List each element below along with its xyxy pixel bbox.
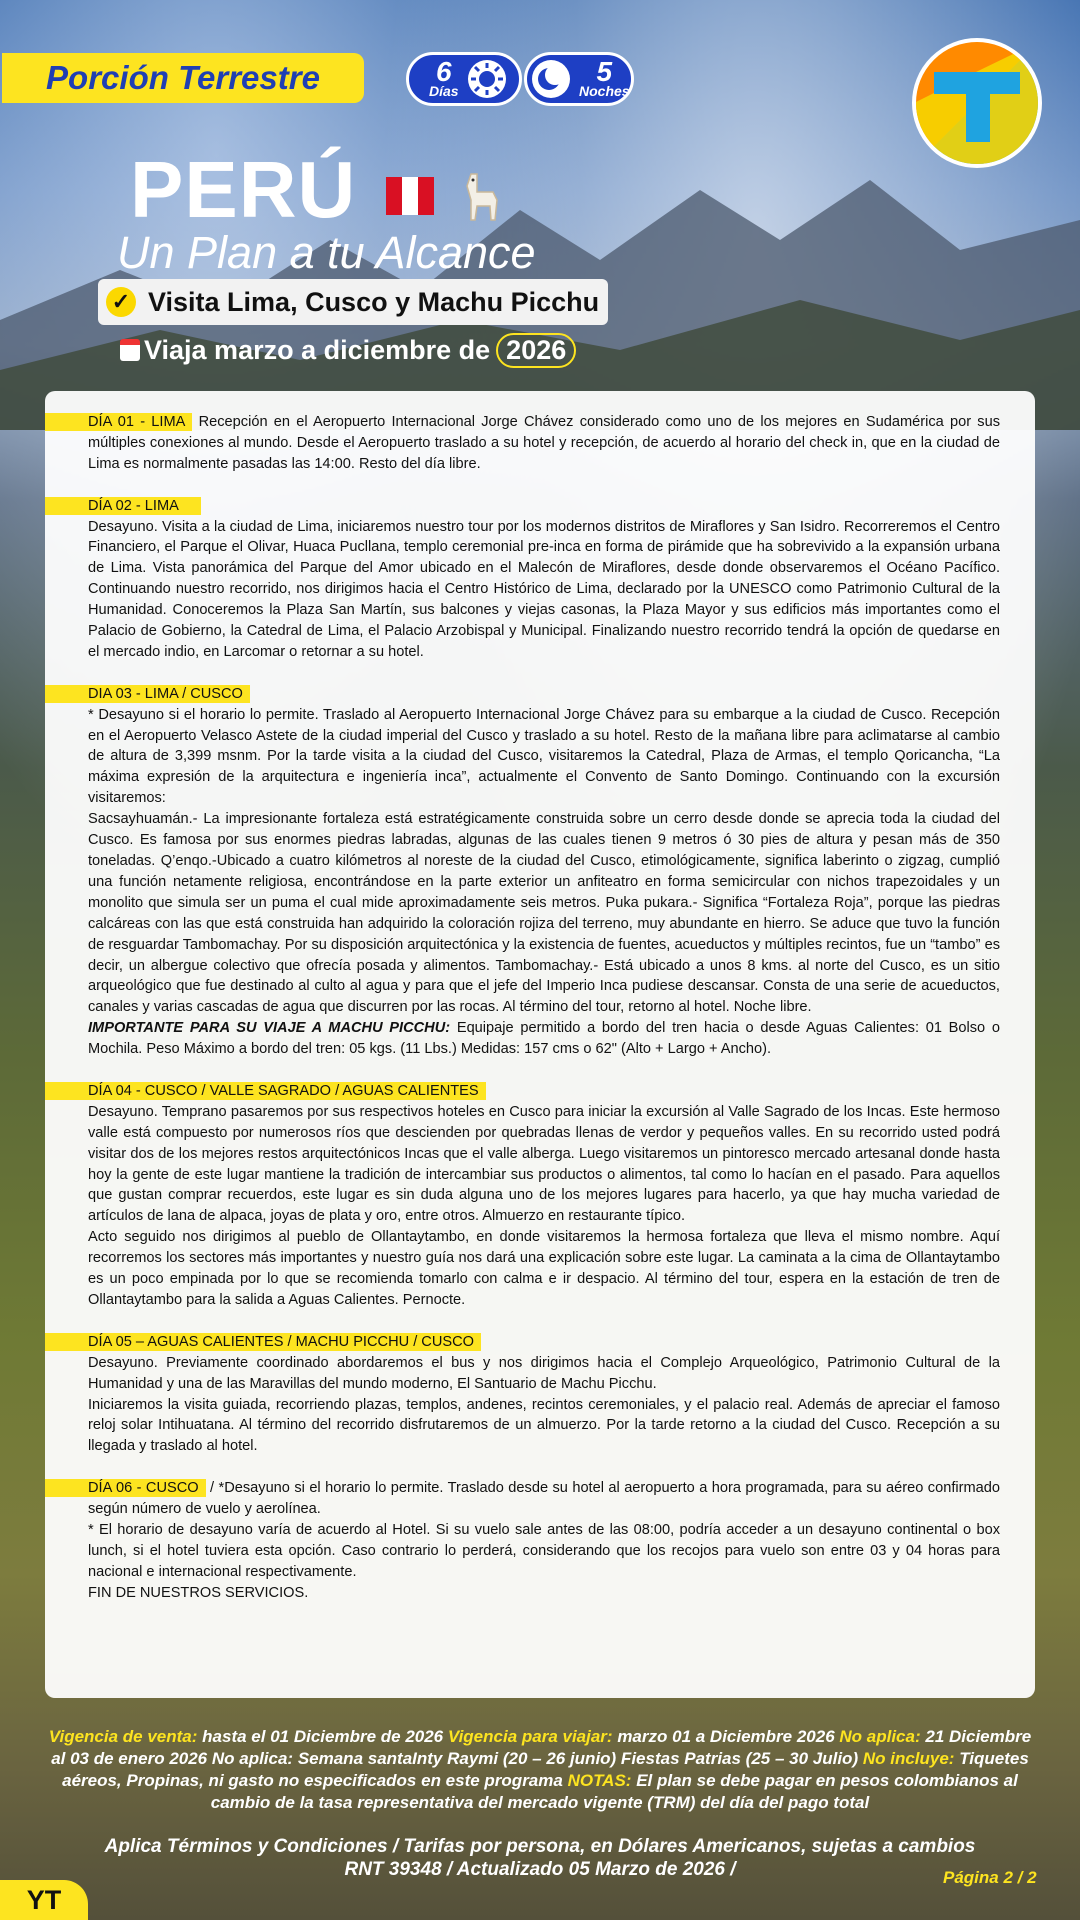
day-label: DÍA 06 - CUSCO bbox=[45, 1479, 206, 1497]
day-03 bbox=[88, 684, 1000, 1060]
viaja-year: 2026 bbox=[496, 333, 576, 368]
day-04 bbox=[88, 1081, 1000, 1311]
notas: El plan se debe pagar en pesos colombianos al cambio de la tasa representativa del mercado vigente (TRM) del día del pago total bbox=[210, 1771, 1018, 1812]
day-01 bbox=[88, 412, 1000, 475]
no-aplica: 21 Diciembre al 03 de enero 2026 No aplica: Semana santaInty Raymi (20 – 26 junio) Fiestas Patrias (25 – 30 Julio) bbox=[51, 1727, 1032, 1768]
important-text: Equipaje permitido a bordo del tren hacia o desde Aguas Calientes: 01 Bolso o Mochila. Peso Máximo a bordo del tren: 05 kgs. (11 Lbs.) Medidas: 157 cms o 62" (Alto + Largo + Ancho). bbox=[88, 1020, 1000, 1058]
days-pill bbox=[406, 52, 522, 106]
day-text-2: Iniciaremos la visita guiada, recorriendo plazas, templos, andenes, recintos ceremoniales, y el palacio real. Además de apreciar el famoso reloj solar Intihuatana. Al término del recorrido disfrutaremos de un almuerzo. Por la tarde retorno a la ciudad del Cusco. Recepción a su llegada y traslado al hotel. bbox=[88, 1396, 1000, 1455]
no-incluye: Tiquetes aéreos, Propinas, ni gasto no especificados en este programa bbox=[62, 1749, 1029, 1790]
page-title bbox=[130, 145, 501, 234]
porcion-terrestre-badge bbox=[2, 53, 364, 103]
calendar-icon bbox=[120, 339, 140, 361]
day-text-3: FIN DE NUESTROS SERVICIOS. bbox=[88, 1584, 309, 1601]
day-text: Desayuno. Previamente coordinado abordaremos el bus y nos dirigimos hacia el Complejo Arqueológico, Patrimonio Cultural de la Humanidad y una de las Maravillas del mundo moderno, El Santuario de Machu Picchu. bbox=[88, 1354, 1000, 1392]
day-label: DÍA 02 - LIMA bbox=[45, 497, 201, 515]
visita-text: Visita Lima, Cusco y Machu Picchu bbox=[148, 286, 600, 317]
llama-icon bbox=[457, 170, 501, 222]
subtitle: Un Plan a tu Alcance bbox=[117, 227, 536, 278]
day-text: Desayuno. Temprano pasaremos por sus respectivos hoteles en Cusco para iniciar la excursión al Valle Sagrado de los Incas. Este hermoso valle está compuesto por numerosos ríos que descienden por quebradas llenas de verdor y pequeños valles. En su recorrido usted podrá visitar dos de los mejores restos arquitectónicos Incas que el valle alberga. Luego visitaremos un pintoresco mercado artesanal donde hasta hoy la gente de este lugar mantiene la tradición de intercambiar sus productos o alimentos, tal como lo hacían en el pasado. Para aquellos que gustan comprar recuerdos, este lugar es sin duda alguna uno de los mejores lugares para hacerlo, ya que hay mucha variedad de artículos de lana de alpaca, joyas de plata y oro, entre otros. Almuerzo en restaurante típico. bbox=[88, 1103, 1000, 1225]
vigencia-venta-label: Vigencia de venta: bbox=[48, 1727, 198, 1746]
viaja-line bbox=[120, 330, 576, 370]
day-text: Recepción en el Aeropuerto Internacional Jorge Chávez considerado como uno de los mejores en Sudamérica por sus múltiples conexiones al mundo. Desde el Aeropuerto traslado a su hotel y recepción, de acuerdo al horario del check in, que en la ciudad de Lima es normalmente pasadas las 14:00. Resto del día libre. bbox=[88, 414, 1000, 472]
no-incluye-label: No incluye: bbox=[862, 1749, 955, 1768]
vigencia-viajar-label: Vigencia para viajar: bbox=[447, 1727, 613, 1746]
nights-pill bbox=[524, 52, 634, 106]
peru-flag-icon bbox=[386, 177, 434, 215]
yt-label: YT bbox=[26, 1884, 62, 1915]
legal-line-1: Aplica Términos y Condiciones / Tarifas por persona, en Dólares Americanos, sujetas a cambios bbox=[104, 1836, 976, 1857]
logo-letter: T bbox=[976, 134, 978, 135]
day-text-2: * El horario de desayuno varía de acuerdo al Hotel. Si su vuelo sale antes de las 08:00, podría acceder a un desayuno continental o box lunch, si el hotel tuviera esta opción. Caso contrario lo perderá, considerando que los recojos para vuelo son entre 03 y 04 horas para nacional e internacional respectivamente. bbox=[88, 1521, 1000, 1580]
nights-label: Noches bbox=[579, 83, 630, 99]
moon-icon bbox=[531, 59, 571, 99]
legal-line-2: RNT 39348 / Actualizado 05 Marzo de 2026 / bbox=[344, 1859, 736, 1880]
sun-icon bbox=[467, 59, 507, 99]
nights-number: 5 bbox=[596, 56, 613, 87]
itinerary-card bbox=[45, 391, 1035, 1698]
yt-badge bbox=[0, 1880, 88, 1920]
day-text-2: Acto seguido nos dirigimos al pueblo de Ollantaytambo, en donde visitaremos la hermosa fortaleza que lleva el mismo nombre. Aquí recorremos los sectores más importantes y nuestro guía nos dará una explicación sobre este lugar. La caminata a la cima de Ollantaytambo es un poco empinada por lo que se recomienda tomarlo con calma e ir despacio. Al término del tour, espera en la estación de tren de Ollantaytambo para la salida a Aguas Calientes. Pernocte. bbox=[88, 1229, 1000, 1309]
day-label: DÍA 05 – AGUAS CALIENTES / MACHU PICCHU / CUSCO bbox=[45, 1333, 481, 1351]
visita-banner bbox=[98, 279, 608, 325]
validity-notes bbox=[40, 1726, 1040, 1814]
vigencia-venta: hasta el 01 Diciembre de 2026 bbox=[197, 1727, 448, 1746]
day-text-2: Sacsayhuamán.- La impresionante fortaleza está estratégicamente construida sobre un cerro desde donde se aprecia toda la ciudad del Cusco. Es famosa por sus enormes piedras labradas, algunas de las cuales tienen 9 metros ó 30 pies de altura y pesan más de 350 toneladas. Q’enqo.-Ubicado a cuatro kilómetros al noreste de la ciudad del Cusco, etimológicamente, significa laberinto o zigzag, cumplió una función netamente religiosa, encontrándose en la parte exterior un anfiteatro en forma semicircular con nichos trapezoidales y un monolito que simula ser un puma el cual mide aproximadamente seis metros. Puka pukara.- Significa “Fortaleza Roja”, porque las piedras calcáreas con las que está construida han adquirido la coloración rojiza del terreno, muy abundante en hierro. Se aduce que tuvo la función de resguardar Tambomachay. Por su disposición arquitectónica y la existencia de fuentes, acueductos y múltiples recintos, fue un “tambo” es decir, un albergue colectivo que ofrecía posada y alimentos. Tambomachay.- Está ubicado a unos 8 kms. al norte del Cusco, es un sitio arqueológico que fue destinado al culto al agua y para que el jefe del Imperio Inca pudiese descansar. Consta de una serie de acueductos, canales y varias cascadas de agua que discurren por las rocas. Al término del tour, retorno al hotel. Noche libre. bbox=[88, 811, 1000, 1016]
legal-text bbox=[60, 1835, 1020, 1881]
day-label: DÍA 04 - CUSCO / VALLE SAGRADO / AGUAS CALIENTES bbox=[45, 1082, 486, 1100]
checkmark-icon: ✓ bbox=[106, 287, 136, 317]
day-06 bbox=[88, 1478, 1000, 1603]
page-number: Página 2 / 2 bbox=[943, 1868, 1037, 1887]
days-label: Días bbox=[429, 83, 459, 99]
day-02 bbox=[88, 496, 1000, 663]
day-text: / *Desayuno si el horario lo permite. Traslado desde su hotel al aeropuerto a hora programada, para su aéreo confirmado según número de vuelo y aerolínea. bbox=[88, 1480, 1000, 1518]
days-number: 6 bbox=[436, 56, 452, 87]
no-aplica-label: No aplica: bbox=[839, 1727, 921, 1746]
viaja-text: Viaja marzo a diciembre de bbox=[144, 334, 491, 365]
important-label: IMPORTANTE PARA SU VIAJE A MACHU PICCHU: bbox=[88, 1020, 451, 1037]
day-label: DÍA 01 - LIMA bbox=[45, 413, 192, 431]
day-05 bbox=[88, 1332, 1000, 1457]
day-text: Desayuno. Visita a la ciudad de Lima, iniciaremos nuestro tour por los modernos distritos de Miraflores y San Isidro. Recorreremos el Centro Financiero, el Parque el Olivar, Huaca Pucllana, templo ceremonial pre-inca en forma de pirámide que ha sobrevivido a la expansión urbana de Lima. Vista panorámica del Parque del Amor ubicado en el Malecón de Miraflores, desde donde observaremos el Océano Pacífico. Continuando nuestro recorrido, nos dirigimos hacia el Centro Histórico de Lima, declarado por la UNESCO como Patrimonio Cultural de la Humanidad. Conoceremos la Plaza San Martín, sus balcones y viejas casonas, la Plaza Mayor y sus edificios más importantes como el Palacio de Gobierno, la Catedral de Lima, el Palacio Arzobispal y Municipal. Finalizando nuestro recorrido tendrá la opción de quedarse en el mercado indio, en Larcomar o retornar a su hotel. bbox=[88, 518, 1000, 660]
title-peru-text: PERÚ bbox=[130, 145, 357, 234]
badge-label: Porción Terrestre bbox=[46, 59, 320, 96]
notas-label: NOTAS: bbox=[567, 1771, 632, 1790]
brand-logo bbox=[912, 38, 1042, 168]
day-text: * Desayuno si el horario lo permite. Traslado al Aeropuerto Internacional Jorge Chávez para su embarque a la ciudad de Cusco. Recepción en el Aeropuerto Velasco Astete de la ciudad imperial del Cusco y traslado a su hotel. Resto de la mañana libre para aclimatarse al cambio de altura de 3,399 msnm. Por la tarde visita a la ciudad del Cusco, visitaremos la Catedral, Plaza de Armas, el templo Qoricancha, “La máxima expresión de la arquitectura e ingeniería inca”, actualmente el Convento de Santo Domingo. Continuando con la excursión visitaremos: bbox=[88, 706, 1000, 807]
day-label: DIA 03 - LIMA / CUSCO bbox=[45, 685, 250, 703]
vigencia-viajar: marzo 01 a Diciembre 2026 bbox=[612, 1727, 840, 1746]
